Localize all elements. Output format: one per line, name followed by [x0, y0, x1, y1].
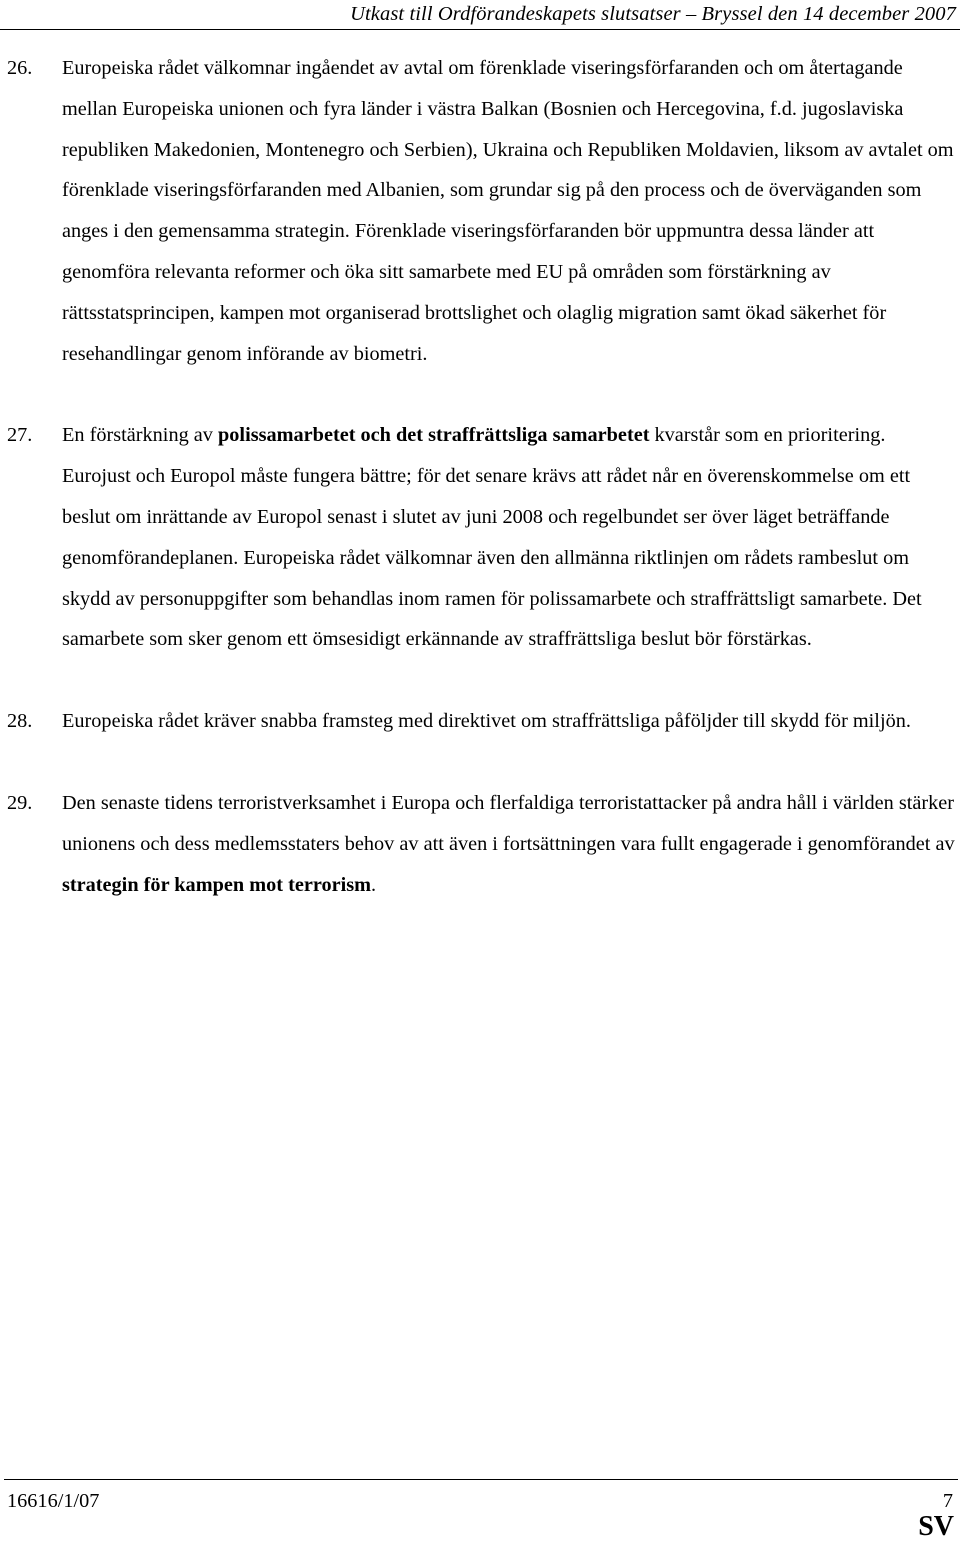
paragraph-number: 27.	[7, 424, 33, 447]
paragraph-text: Europeiska rådet välkomnar ingåendet av avtal om förenklade viseringsförfaranden och om återtagande mellan Europeiska unionen och fyra länder i västra Balkan (Bosnien och Hercegovina, f.d. jugoslaviska republiken Makedonien, Montenegro och Serbien), Ukraina och Republiken Moldavien, liksom av avtalet om förenklade viseringsförfaranden med Albanien, som grundar sig på den process och de överväganden som anges i den gemensamma strategin. Förenklade viseringsförfaranden bör uppmuntra dessa länder att genomföra relevanta reformer och öka sitt samarbete med EU på områden som förstärkning av rättsstatsprincipen, kampen mot organiserad brottslighet och olaglig migration samt ökad säkerhet för resehandlingar genom införande av biometri.	[62, 57, 954, 365]
paragraph-28	[0, 701, 957, 742]
paragraph-text: kvarstår som en prioritering. Eurojust och Europol måste fungera bättre; för det senare krävs att rådet når en överenskommelse om ett beslut om inrättande av Europol senast i slutet av juni 2008 och regelbundet ser över läget beträffande genomförandeplanen. Europeiska rådet välkomnar även den allmänna riktlinjen om rådets rambeslut om skydd av personuppgifter som behandlas inom ramen för polissamarbete och straffrättsligt samarbete. Det samarbete som sker genom ett ömsesidigt erkännande av straffrättsliga beslut bör förstärkas.	[62, 424, 922, 651]
header-rule	[0, 29, 960, 30]
emphasis-text: strategin för kampen mot terrorism	[62, 873, 372, 896]
page-number: 7	[942, 1490, 953, 1512]
language-code: SV	[918, 1511, 954, 1542]
paragraph-27	[0, 415, 957, 660]
document-number: 16616/1/07	[7, 1490, 100, 1512]
paragraph-number: 29.	[7, 791, 33, 814]
paragraph-number: 26.	[7, 57, 33, 79]
document-body	[0, 48, 960, 905]
paragraph-text: Europeiska rådet kräver snabba framsteg med direktivet om straffrättsliga påföljder till skydd för miljön.	[62, 710, 911, 733]
paragraph-text: .	[371, 873, 377, 896]
paragraph-26	[0, 48, 957, 374]
paragraph-number: 28.	[7, 710, 33, 733]
paragraph-text: En förstärkning av	[62, 424, 219, 447]
paragraph-29	[0, 783, 957, 905]
emphasis-text: polissamarbetet och det straffrättsliga samarbetet	[218, 424, 650, 447]
footer-rule	[4, 1479, 958, 1480]
running-header: Utkast till Ordförandeskapets slutsatser – Bryssel den 14 december 2007	[350, 3, 956, 25]
paragraph-text: Den senaste tidens terroristverksamhet i Europa och flerfaldiga terroristattacker på andra håll i världen stärker unionens och dess medlemsstaters behov av att även i fortsättningen vara fullt engagerade i genomförandet av	[62, 791, 955, 855]
